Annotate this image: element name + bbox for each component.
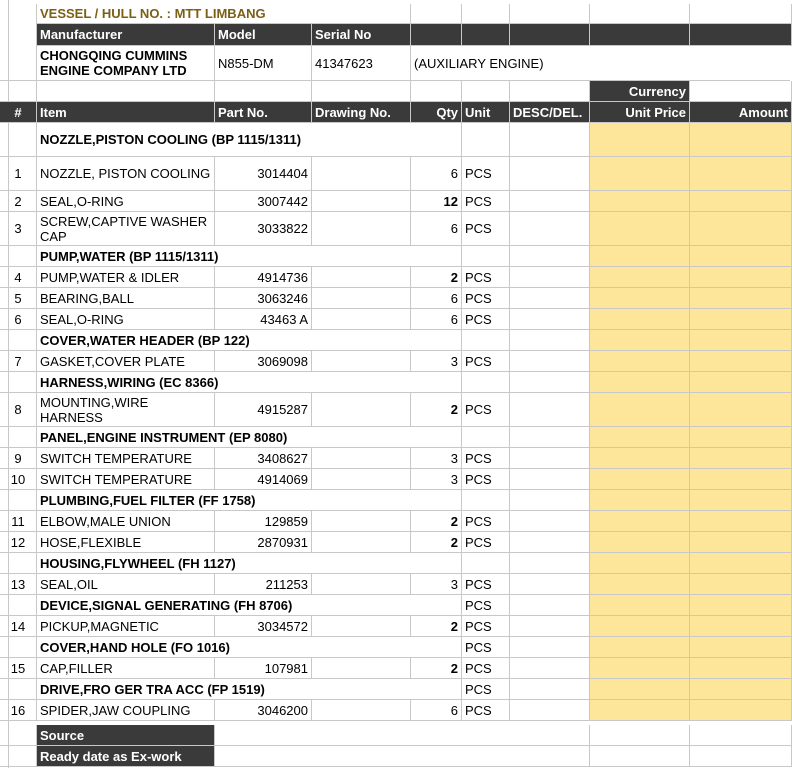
amount-cell[interactable]: [690, 553, 792, 574]
amount-cell[interactable]: [690, 490, 792, 511]
group-title[interactable]: DEVICE,SIGNAL GENERATING (FH 8706): [37, 595, 462, 616]
row-number: [0, 330, 37, 351]
unit-price-cell[interactable]: [590, 469, 690, 490]
item-cell[interactable]: SEAL,O-RING: [37, 309, 215, 330]
desc-cell[interactable]: [510, 288, 590, 309]
engine-type[interactable]: (AUXILIARY ENGINE): [411, 46, 790, 81]
drawing-no-cell[interactable]: [312, 393, 411, 427]
ready-date-label: Ready date as Ex-work: [37, 746, 215, 767]
amount-cell[interactable]: [690, 372, 792, 393]
part-no-cell[interactable]: 3408627: [215, 448, 312, 469]
manufacturer-header-row: [0, 24, 792, 46]
row-number: 12: [0, 532, 37, 553]
unit-cell[interactable]: PCS: [462, 267, 510, 288]
group-title[interactable]: PANEL,ENGINE INSTRUMENT (EP 8080): [37, 427, 462, 448]
qty-cell[interactable]: 6: [411, 288, 462, 309]
drawing-no-cell[interactable]: [312, 157, 411, 191]
unit-price-cell[interactable]: [590, 212, 690, 246]
drawing-no-cell[interactable]: [312, 658, 411, 679]
col-part: Part No.: [215, 102, 312, 123]
drawing-no-cell[interactable]: [312, 511, 411, 532]
table-row: [0, 658, 792, 679]
row-number: [0, 123, 37, 157]
part-no-cell[interactable]: 4914736: [215, 267, 312, 288]
unit-cell[interactable]: PCS: [462, 288, 510, 309]
group-row: [0, 490, 792, 511]
part-no-cell[interactable]: 2870931: [215, 532, 312, 553]
unit-price-cell[interactable]: [590, 288, 690, 309]
item-cell[interactable]: SCREW,CAPTIVE WASHER CAP: [37, 212, 215, 246]
table-row: [0, 700, 792, 721]
drawing-no-cell[interactable]: [312, 191, 411, 212]
drawing-no-cell[interactable]: [312, 309, 411, 330]
item-cell[interactable]: NOZZLE, PISTON COOLING: [37, 157, 215, 191]
row-number: [0, 490, 37, 511]
desc-cell[interactable]: [510, 469, 590, 490]
title-row: [0, 4, 792, 24]
qty-cell[interactable]: 6: [411, 157, 462, 191]
unit-price-cell[interactable]: [590, 553, 690, 574]
vessel-title[interactable]: VESSEL / HULL NO. : MTT LIMBANG: [37, 4, 411, 24]
unit-price-cell[interactable]: [590, 157, 690, 191]
item-cell[interactable]: CAP,FILLER: [37, 658, 215, 679]
amount-cell[interactable]: [690, 658, 792, 679]
table-row: [0, 191, 792, 212]
ready-date-row: [0, 746, 792, 767]
unit-price-cell[interactable]: [590, 309, 690, 330]
amount-cell[interactable]: [690, 511, 792, 532]
unit-price-cell[interactable]: [590, 351, 690, 372]
qty-cell[interactable]: 6: [411, 212, 462, 246]
part-no-cell[interactable]: 129859: [215, 511, 312, 532]
unit-price-cell[interactable]: [590, 372, 690, 393]
group-row: [0, 427, 792, 448]
group-row: [0, 123, 792, 157]
desc-cell[interactable]: [510, 267, 590, 288]
group-title[interactable]: HOUSING,FLYWHEEL (FH 1127): [37, 553, 462, 574]
group-row: [0, 330, 792, 351]
col-drawing: Drawing No.: [312, 102, 411, 123]
group-title[interactable]: PUMP,WATER (BP 1115/1311): [37, 246, 462, 267]
qty-cell[interactable]: 3: [411, 574, 462, 595]
desc-cell[interactable]: [510, 123, 590, 157]
drawing-no-cell[interactable]: [312, 574, 411, 595]
unit-price-cell[interactable]: [590, 123, 690, 157]
unit-price-cell[interactable]: [590, 616, 690, 637]
source-row: [0, 725, 792, 746]
item-cell[interactable]: SEAL,OIL: [37, 574, 215, 595]
desc-cell[interactable]: [510, 372, 590, 393]
unit-price-cell[interactable]: [590, 267, 690, 288]
currency-label: Currency: [590, 81, 690, 102]
item-cell[interactable]: GASKET,COVER PLATE: [37, 351, 215, 372]
drawing-no-cell[interactable]: [312, 700, 411, 721]
part-no-cell[interactable]: 3034572: [215, 616, 312, 637]
manufacturer-value-row: [0, 46, 792, 81]
table-row: [0, 351, 792, 372]
group-title[interactable]: COVER,WATER HEADER (BP 122): [37, 330, 462, 351]
table-row: [0, 616, 792, 637]
col-unit-price: Unit Price: [590, 102, 690, 123]
amount-cell[interactable]: [690, 637, 792, 658]
item-cell[interactable]: HOSE,FLEXIBLE: [37, 532, 215, 553]
unit-cell[interactable]: PCS: [462, 157, 510, 191]
qty-cell[interactable]: 2: [411, 393, 462, 427]
qty-cell[interactable]: 2: [411, 532, 462, 553]
part-no-cell[interactable]: 4914069: [215, 469, 312, 490]
row-number: [0, 427, 37, 448]
group-title[interactable]: HARNESS,WIRING (EC 8366): [37, 372, 462, 393]
qty-cell[interactable]: 2: [411, 511, 462, 532]
group-row: [0, 372, 792, 393]
item-cell[interactable]: SWITCH TEMPERATURE: [37, 469, 215, 490]
unit-cell[interactable]: [462, 490, 510, 511]
desc-cell[interactable]: [510, 574, 590, 595]
row-number: [0, 553, 37, 574]
desc-cell[interactable]: [510, 309, 590, 330]
group-row: [0, 553, 792, 574]
desc-cell[interactable]: [510, 595, 590, 616]
table-row: [0, 288, 792, 309]
amount-cell[interactable]: [690, 679, 792, 700]
unit-cell[interactable]: PCS: [462, 574, 510, 595]
currency-value[interactable]: [690, 81, 792, 102]
desc-cell[interactable]: [510, 330, 590, 351]
item-cell[interactable]: BEARING,BALL: [37, 288, 215, 309]
unit-cell[interactable]: PCS: [462, 448, 510, 469]
item-cell[interactable]: ELBOW,MALE UNION: [37, 511, 215, 532]
col-unit: Unit: [462, 102, 510, 123]
unit-cell[interactable]: PCS: [462, 595, 510, 616]
group-row: [0, 679, 792, 700]
amount-cell[interactable]: [690, 330, 792, 351]
item-cell[interactable]: MOUNTING,WIRE HARNESS: [37, 393, 215, 427]
amount-cell[interactable]: [690, 123, 792, 157]
amount-cell[interactable]: [690, 309, 792, 330]
desc-cell[interactable]: [510, 191, 590, 212]
drawing-no-cell[interactable]: [312, 448, 411, 469]
unit-price-cell[interactable]: [590, 511, 690, 532]
unit-price-cell[interactable]: [590, 637, 690, 658]
unit-price-cell[interactable]: [590, 490, 690, 511]
row-number: [0, 679, 37, 700]
row-number: 9: [0, 448, 37, 469]
qty-cell[interactable]: 6: [411, 309, 462, 330]
qty-cell[interactable]: 2: [411, 658, 462, 679]
col-amount: Amount: [690, 102, 792, 123]
amount-cell[interactable]: [690, 616, 792, 637]
drawing-no-cell[interactable]: [312, 469, 411, 490]
row-number: 13: [0, 574, 37, 595]
row-number: 7: [0, 351, 37, 372]
amount-cell[interactable]: [690, 267, 792, 288]
amount-cell[interactable]: [690, 532, 792, 553]
row-number: 4: [0, 267, 37, 288]
qty-cell[interactable]: 2: [411, 616, 462, 637]
item-cell[interactable]: SWITCH TEMPERATURE: [37, 448, 215, 469]
ready-date-value[interactable]: [215, 746, 590, 767]
row-number: 10: [0, 469, 37, 490]
unit-price-cell[interactable]: [590, 658, 690, 679]
desc-cell[interactable]: [510, 637, 590, 658]
manufacturer-value[interactable]: CHONGQING CUMMINS ENGINE COMPANY LTD: [37, 46, 215, 81]
table-row: [0, 212, 792, 246]
column-header-row: [0, 102, 792, 123]
part-no-cell[interactable]: 3033822: [215, 212, 312, 246]
model-label: Model: [215, 24, 312, 46]
row-number: 16: [0, 700, 37, 721]
row-number: 8: [0, 393, 37, 427]
row-number: [0, 372, 37, 393]
unit-cell[interactable]: PCS: [462, 700, 510, 721]
desc-cell[interactable]: [510, 427, 590, 448]
group-row: [0, 637, 792, 658]
table-row: [0, 532, 792, 553]
unit-price-cell[interactable]: [590, 532, 690, 553]
unit-cell[interactable]: [462, 427, 510, 448]
unit-price-cell[interactable]: [590, 448, 690, 469]
desc-cell[interactable]: [510, 490, 590, 511]
part-no-cell[interactable]: 107981: [215, 658, 312, 679]
group-row: [0, 595, 792, 616]
unit-price-cell[interactable]: [590, 595, 690, 616]
group-title[interactable]: COVER,HAND HOLE (FO 1016): [37, 637, 462, 658]
col-item: Item: [37, 102, 215, 123]
desc-cell[interactable]: [510, 700, 590, 721]
row-number: 6: [0, 309, 37, 330]
manufacturer-label: Manufacturer: [37, 24, 215, 46]
group-row: [0, 246, 792, 267]
amount-cell[interactable]: [690, 246, 792, 267]
amount-cell[interactable]: [690, 469, 792, 490]
amount-cell[interactable]: [690, 393, 792, 427]
part-no-cell[interactable]: 4915287: [215, 393, 312, 427]
qty-cell[interactable]: 3: [411, 351, 462, 372]
unit-cell[interactable]: PCS: [462, 637, 510, 658]
row-number: 11: [0, 511, 37, 532]
drawing-no-cell[interactable]: [312, 212, 411, 246]
row-number: 14: [0, 616, 37, 637]
row-number: 5: [0, 288, 37, 309]
desc-cell[interactable]: [510, 532, 590, 553]
unit-price-cell[interactable]: [590, 427, 690, 448]
amount-cell[interactable]: [690, 595, 792, 616]
drawing-no-cell[interactable]: [312, 288, 411, 309]
amount-cell[interactable]: [690, 427, 792, 448]
col-desc: DESC/DEL.: [510, 102, 590, 123]
unit-price-cell[interactable]: [590, 679, 690, 700]
unit-cell[interactable]: PCS: [462, 658, 510, 679]
table-row: [0, 267, 792, 288]
table-row: [0, 511, 792, 532]
unit-cell[interactable]: PCS: [462, 351, 510, 372]
part-no-cell[interactable]: 43463 A: [215, 309, 312, 330]
row-number: [0, 246, 37, 267]
unit-price-cell[interactable]: [590, 700, 690, 721]
desc-cell[interactable]: [510, 616, 590, 637]
amount-cell[interactable]: [690, 574, 792, 595]
part-no-cell[interactable]: 3046200: [215, 700, 312, 721]
serial-label: Serial No: [312, 24, 411, 46]
unit-price-cell[interactable]: [590, 191, 690, 212]
unit-cell[interactable]: PCS: [462, 532, 510, 553]
amount-cell[interactable]: [690, 191, 792, 212]
unit-price-cell[interactable]: [590, 574, 690, 595]
amount-cell[interactable]: [690, 288, 792, 309]
table-row: [0, 574, 792, 595]
group-title[interactable]: DRIVE,FRO GER TRA ACC (FP 1519): [37, 679, 462, 700]
unit-cell[interactable]: [462, 553, 510, 574]
desc-cell[interactable]: [510, 212, 590, 246]
row-number: 3: [0, 212, 37, 246]
unit-price-cell[interactable]: [590, 246, 690, 267]
desc-cell[interactable]: [510, 448, 590, 469]
part-no-cell[interactable]: 3069098: [215, 351, 312, 372]
desc-cell[interactable]: [510, 246, 590, 267]
table-row: [0, 157, 792, 191]
desc-cell[interactable]: [510, 658, 590, 679]
qty-cell[interactable]: 3: [411, 448, 462, 469]
table-row: [0, 393, 792, 427]
unit-cell[interactable]: [462, 330, 510, 351]
source-label: Source: [37, 725, 215, 746]
qty-cell[interactable]: 3: [411, 469, 462, 490]
row-number: 1: [0, 157, 37, 191]
drawing-no-cell[interactable]: [312, 532, 411, 553]
part-no-cell[interactable]: 3014404: [215, 157, 312, 191]
item-cell[interactable]: SEAL,O-RING: [37, 191, 215, 212]
unit-cell[interactable]: [462, 123, 510, 157]
source-value[interactable]: [215, 725, 590, 746]
row-number: [0, 637, 37, 658]
amount-cell[interactable]: [690, 700, 792, 721]
part-no-cell[interactable]: 211253: [215, 574, 312, 595]
row-number: 2: [0, 191, 37, 212]
unit-cell[interactable]: [462, 372, 510, 393]
table-row: [0, 309, 792, 330]
unit-cell[interactable]: PCS: [462, 679, 510, 700]
col-num: #: [0, 102, 37, 123]
amount-cell[interactable]: [690, 157, 792, 191]
item-cell[interactable]: PUMP,WATER & IDLER: [37, 267, 215, 288]
unit-cell[interactable]: PCS: [462, 393, 510, 427]
part-no-cell[interactable]: 3063246: [215, 288, 312, 309]
row-number: [0, 595, 37, 616]
serial-value[interactable]: 41347623: [312, 46, 411, 81]
table-row: [0, 448, 792, 469]
desc-cell[interactable]: [510, 351, 590, 372]
desc-cell[interactable]: [510, 679, 590, 700]
drawing-no-cell[interactable]: [312, 351, 411, 372]
amount-cell[interactable]: [690, 351, 792, 372]
qty-cell[interactable]: 6: [411, 700, 462, 721]
qty-cell[interactable]: 2: [411, 267, 462, 288]
unit-cell[interactable]: PCS: [462, 191, 510, 212]
desc-cell[interactable]: [510, 393, 590, 427]
part-no-cell[interactable]: 3007442: [215, 191, 312, 212]
unit-cell[interactable]: PCS: [462, 212, 510, 246]
drawing-no-cell[interactable]: [312, 616, 411, 637]
unit-cell[interactable]: PCS: [462, 616, 510, 637]
desc-cell[interactable]: [510, 511, 590, 532]
model-value[interactable]: N855-DM: [215, 46, 312, 81]
amount-cell[interactable]: [690, 448, 792, 469]
desc-cell[interactable]: [510, 157, 590, 191]
desc-cell[interactable]: [510, 553, 590, 574]
qty-cell[interactable]: 12: [411, 191, 462, 212]
row-number: 15: [0, 658, 37, 679]
unit-cell[interactable]: PCS: [462, 511, 510, 532]
table-row: [0, 469, 792, 490]
item-cell[interactable]: SPIDER,JAW COUPLING: [37, 700, 215, 721]
col-qty: Qty: [411, 102, 462, 123]
unit-cell[interactable]: [462, 246, 510, 267]
drawing-no-cell[interactable]: [312, 267, 411, 288]
item-cell[interactable]: PICKUP,MAGNETIC: [37, 616, 215, 637]
unit-cell[interactable]: PCS: [462, 469, 510, 490]
group-title[interactable]: PLUMBING,FUEL FILTER (FF 1758): [37, 490, 462, 511]
group-title[interactable]: NOZZLE,PISTON COOLING (BP 1115/1311): [37, 123, 462, 157]
unit-price-cell[interactable]: [590, 330, 690, 351]
currency-row: [0, 81, 792, 102]
unit-price-cell[interactable]: [590, 393, 690, 427]
amount-cell[interactable]: [690, 212, 792, 246]
unit-cell[interactable]: PCS: [462, 309, 510, 330]
